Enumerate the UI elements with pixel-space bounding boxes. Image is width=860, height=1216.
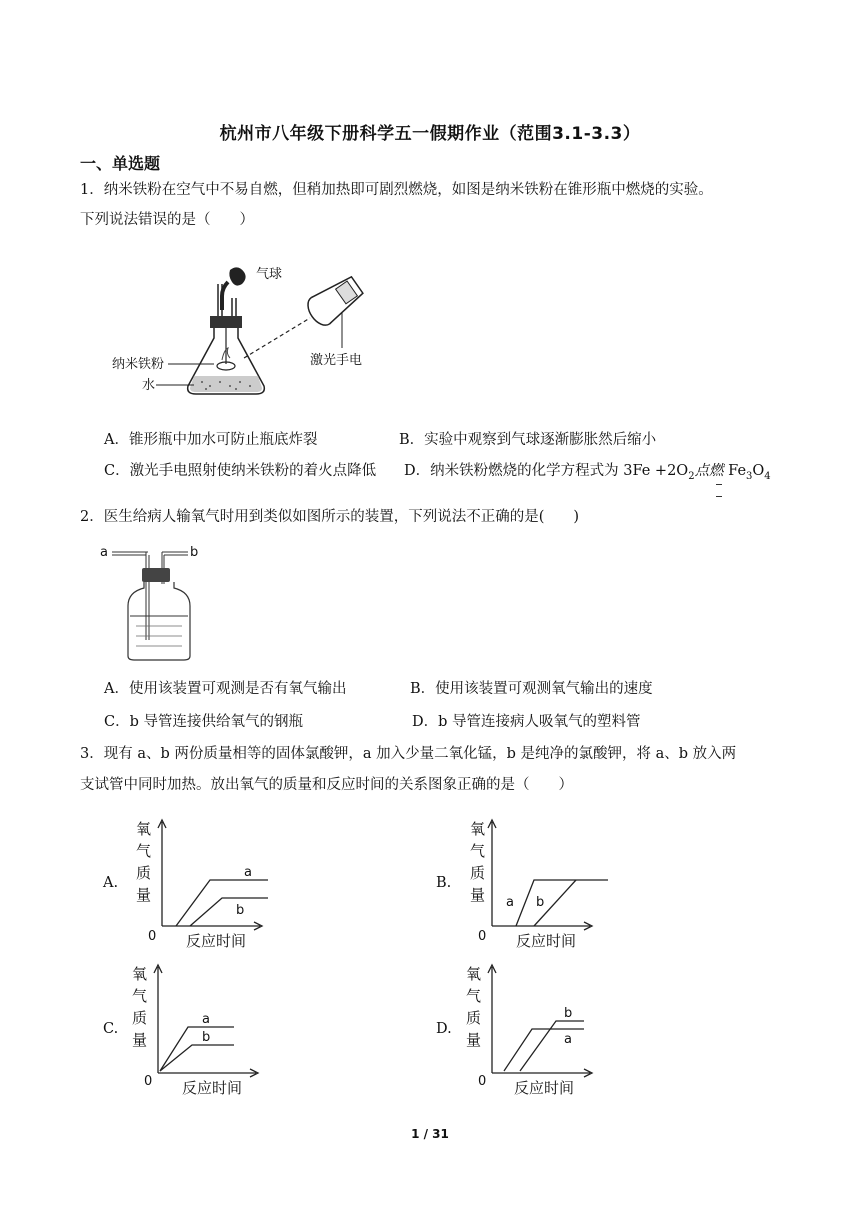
svg-text:质: 质 bbox=[466, 1009, 482, 1027]
svg-text:0: 0 bbox=[148, 929, 157, 944]
svg-text:气: 气 bbox=[132, 987, 148, 1005]
q3-graph-a bbox=[130, 818, 280, 953]
page-title: 杭州市八年级下册科学五一假期作业（范围3.1-3.3） bbox=[219, 124, 641, 144]
svg-text:b: b bbox=[564, 1006, 573, 1021]
svg-text:b: b bbox=[202, 1030, 211, 1045]
svg-text:气: 气 bbox=[470, 842, 486, 860]
water-label: 水 bbox=[142, 378, 156, 393]
q3-stem-line2: 支试管中同时加热。放出氧气的质量和反应时间的关系图象正确的是（ ） bbox=[80, 777, 573, 793]
q3-graph-c bbox=[130, 963, 280, 1098]
svg-text:气: 气 bbox=[136, 842, 152, 860]
svg-text:质: 质 bbox=[136, 864, 152, 882]
svg-text:反应时间: 反应时间 bbox=[186, 932, 247, 950]
q3-graph-b bbox=[464, 818, 614, 953]
svg-text:b: b bbox=[236, 903, 245, 918]
svg-text:量: 量 bbox=[136, 886, 152, 904]
q3-graph-d bbox=[464, 963, 614, 1098]
svg-text:a: a bbox=[506, 895, 514, 910]
q1-option-a[interactable]: A．锥形瓶中加水可防止瓶底炸裂 bbox=[104, 432, 318, 448]
laser-label: 激光手电 bbox=[310, 353, 363, 368]
svg-text:0: 0 bbox=[478, 1074, 487, 1089]
svg-text:质: 质 bbox=[470, 864, 486, 882]
svg-text:量: 量 bbox=[466, 1031, 482, 1049]
q1-option-d[interactable]: D．纳米铁粉燃烧的化学方程式为 $3Fe +2O_2$点燃 $Fe_3O_4$ bbox=[404, 463, 771, 482]
q3-option-c[interactable]: C. bbox=[103, 1021, 119, 1037]
section-heading: 一、单选题 bbox=[80, 154, 161, 173]
svg-text:反应时间: 反应时间 bbox=[182, 1079, 243, 1097]
svg-text:氧: 氧 bbox=[466, 965, 482, 983]
q1-stem-line2: 下列说法错误的是（ ） bbox=[80, 212, 254, 228]
q1-option-b[interactable]: B．实验中观察到气球逐渐膨胀然后缩小 bbox=[399, 432, 657, 448]
svg-text:a: a bbox=[244, 865, 252, 880]
tube-a-label: a bbox=[100, 545, 108, 560]
svg-text:氧: 氧 bbox=[132, 965, 148, 983]
equation-mark bbox=[716, 496, 722, 497]
svg-text:气: 气 bbox=[466, 987, 482, 1005]
laser-flashlight bbox=[303, 272, 366, 330]
svg-text:反应时间: 反应时间 bbox=[516, 932, 577, 950]
svg-text:质: 质 bbox=[132, 1009, 148, 1027]
svg-text:0: 0 bbox=[144, 1074, 153, 1089]
q3-option-d[interactable]: D. bbox=[436, 1021, 452, 1037]
svg-text:反应时间: 反应时间 bbox=[514, 1079, 575, 1097]
tube-b-label: b bbox=[190, 545, 199, 560]
q1-stem-line1: 1．纳米铁粉在空气中不易自燃，但稍加热即可剧烈燃烧，如图是纳米铁粉在锥形瓶中燃烧的实验。 bbox=[80, 182, 713, 198]
q2-figure bbox=[100, 540, 210, 665]
balloon-label: 气球 bbox=[256, 267, 283, 282]
svg-text:量: 量 bbox=[132, 1031, 148, 1049]
q2-option-c[interactable]: C．b 导管连接供给氧气的钢瓶 bbox=[104, 714, 303, 730]
q3-stem-line1: 3．现有 a、b 两份质量相等的固体氯酸钾，a 加入少量二氧化锰，b 是纯净的氯酸钾，将 a、b 放入两 bbox=[80, 746, 737, 762]
q2-option-b[interactable]: B．使用该装置可观测氧气输出的速度 bbox=[410, 681, 653, 697]
q2-option-a[interactable]: A．使用该装置可观测是否有氧气输出 bbox=[104, 681, 347, 697]
svg-text:氧: 氧 bbox=[136, 820, 152, 838]
q1-option-c[interactable]: C．激光手电照射使纳米铁粉的着火点降低 bbox=[104, 463, 377, 479]
q3-option-b[interactable]: B. bbox=[436, 875, 452, 891]
svg-text:量: 量 bbox=[470, 886, 486, 904]
q3-option-a[interactable]: A. bbox=[103, 875, 119, 891]
q2-stem: 2．医生给病人输氧气时用到类似如图所示的装置，下列说法不正确的是( ) bbox=[80, 509, 580, 525]
iron-label: 纳米铁粉 bbox=[112, 357, 165, 372]
equation-mark bbox=[716, 484, 722, 485]
svg-text:b: b bbox=[536, 895, 545, 910]
balloon-shape bbox=[229, 267, 245, 285]
page-number: 1 / 31 bbox=[411, 1127, 449, 1141]
q2-option-d[interactable]: D．b 导管连接病人吸氧气的塑料管 bbox=[412, 714, 641, 730]
svg-text:0: 0 bbox=[478, 929, 487, 944]
svg-text:氧: 氧 bbox=[470, 820, 486, 838]
svg-text:a: a bbox=[202, 1012, 210, 1027]
svg-text:a: a bbox=[564, 1032, 572, 1047]
q1-figure bbox=[110, 258, 380, 403]
